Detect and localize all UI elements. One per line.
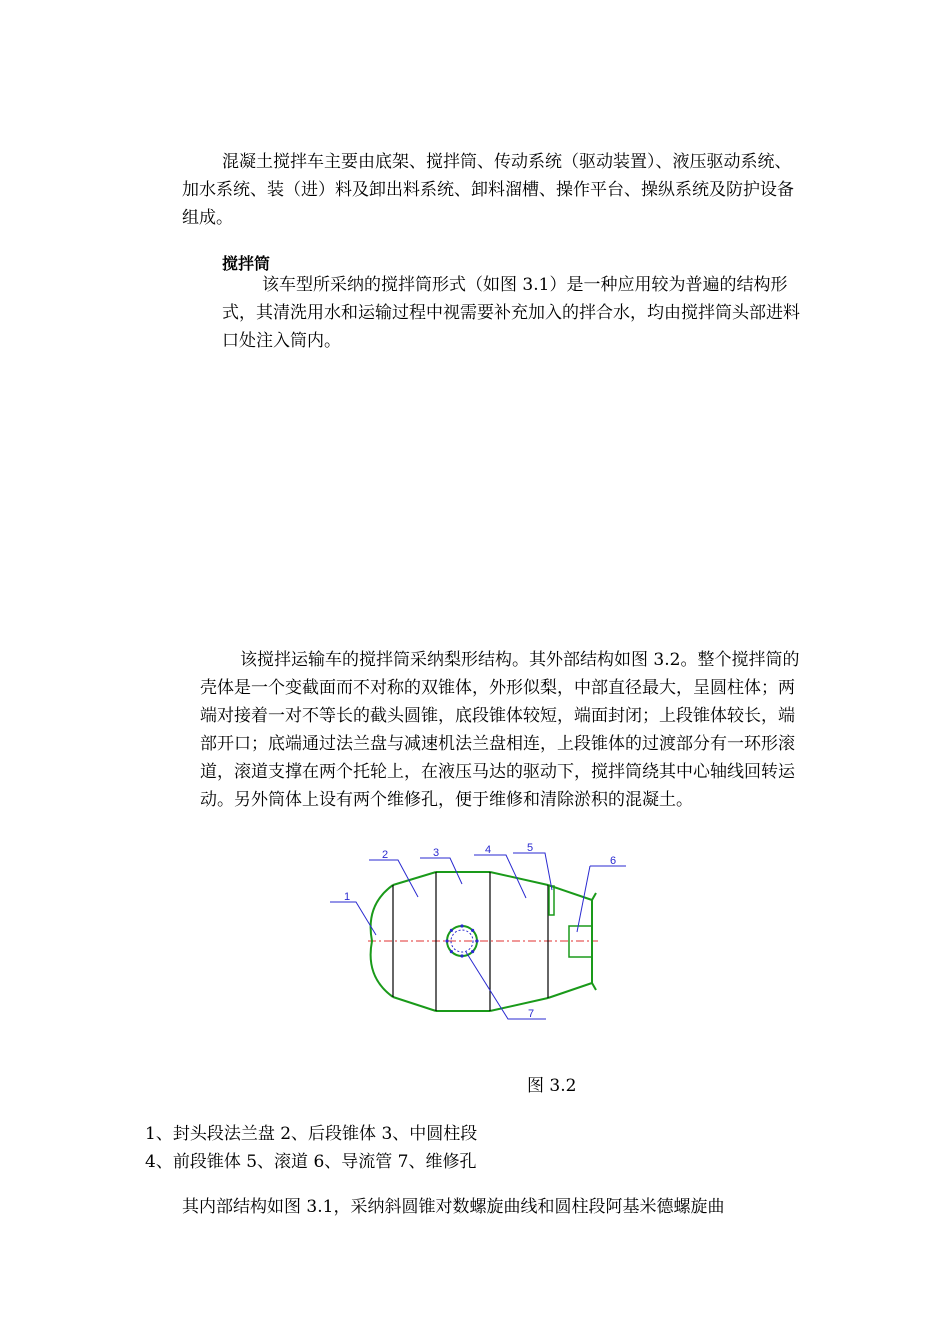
label-1: 1 [344,891,351,903]
figure-legend [145,1120,477,1176]
section-heading: 搅拌筒 [222,254,271,273]
intro-paragraph: 混凝土搅拌车主要由底架、搅拌筒、传动系统（驱动装置）、液压驱动系统、加水系统、装（进）料及卸出料系统、卸料溜槽、操作平台、操纵系统及防护设备组成。 [182,152,794,228]
figure-caption: 图 3.2 [527,1076,577,1096]
label-6: 6 [610,855,617,867]
legend-line-1: 1、封头段法兰盘 2、后段锥体 3、中圆柱段 [145,1124,478,1144]
section-paragraph: 该车型所采纳的搅拌筒形式（如图 3.1）是一种应用较为普遍的结构形式，其清洗用水和运输过程中视需要补充加入的拌合水，均由搅拌筒头部进料口处注入筒内。 [222,275,800,351]
label-5: 5 [527,842,534,854]
label-3: 3 [433,847,440,859]
leader-lines [330,853,626,1019]
label-7: 7 [528,1008,535,1020]
label-2: 2 [382,849,389,861]
structure-paragraph: 该搅拌运输车的搅拌筒采纳梨形结构。其外部结构如图 3.2。整个搅拌筒的壳体是一个变截面而不对称的双锥体，外形似梨，中部直径最大，呈圆柱体；两端对接着一对不等长的截头圆锥，底段锥体较短，端面封闭；上段锥体较长，端部开口；底端通过法兰盘与减速机法兰盘相连，上段锥体的过渡部分有一环形滚道，滚道支撑在两个托轮上，在液压马达的驱动下，搅拌筒绕其中心轴线回转运动。另外筒体上设有两个维修孔，便于维修和清除淤积的混凝土。 [200,650,800,810]
legend-line-2: 4、前段锥体 5、滚道 6、导流管 7、维修孔 [145,1152,477,1172]
roller-track [549,886,554,915]
label-4: 4 [485,844,492,856]
mixer-drum-figure [325,842,635,1027]
closing-paragraph: 其内部结构如图 3.1，采纳斜圆锥对数螺旋曲线和圆柱段阿基米德螺旋曲 [182,1197,725,1217]
